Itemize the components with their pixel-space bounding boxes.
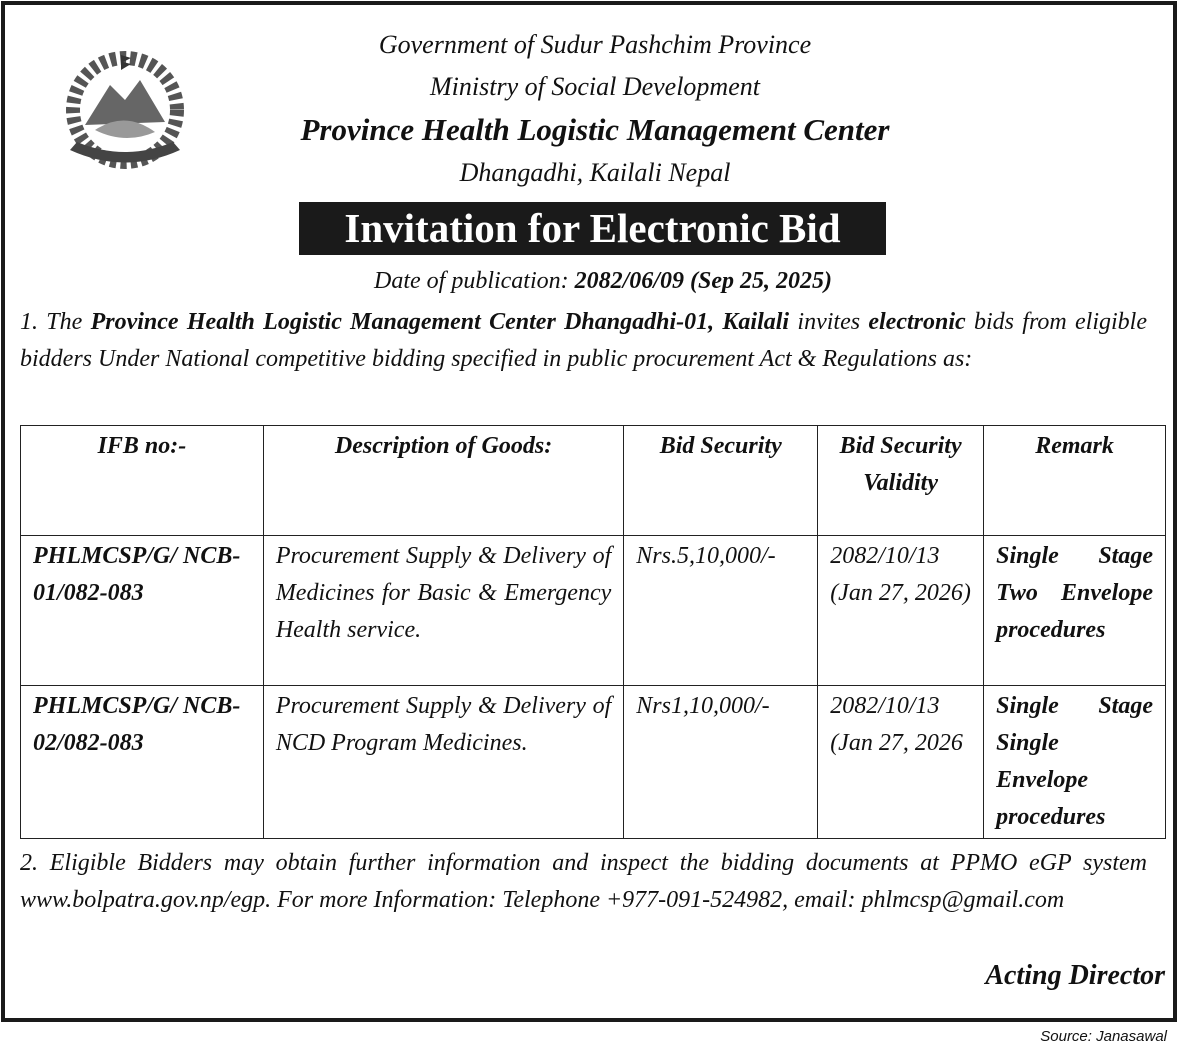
col-bid-security: Bid Security <box>624 426 818 536</box>
p2-text2: . For more Information: Telephone +977-091-524982, email: phlmcsp@gmail.com <box>265 887 1065 913</box>
egp-link[interactable]: www.bolpatra.gov.np/egp <box>20 887 266 913</box>
security-cell: Nrs1,10,000/- <box>624 686 818 839</box>
bid-table <box>20 425 1166 839</box>
col-validity: Bid Security Validity <box>818 426 984 536</box>
table-row <box>21 536 1166 686</box>
publication-label: Date of publication: <box>374 268 575 294</box>
p1-text: invites <box>789 309 869 335</box>
paragraph-2 <box>20 845 1147 919</box>
source-credit: Source: Janasawal <box>1040 1028 1167 1045</box>
header-location: Dhangadhi, Kailali Nepal <box>459 158 731 187</box>
remark-cell: Single Stage Two Envelope procedures <box>984 536 1166 686</box>
table-header-row <box>21 426 1166 536</box>
validity-cell: 2082/10/13 (Jan 27, 2026 <box>818 686 984 839</box>
paragraph-1 <box>20 304 1147 378</box>
signature: Acting Director <box>985 960 1165 991</box>
notice-title: Invitation for Electronic Bid <box>299 202 886 255</box>
nepal-emblem-logo <box>55 50 195 175</box>
col-description: Description of Goods: <box>263 426 623 536</box>
header-organization: Province Health Logistic Management Center <box>300 112 890 147</box>
description-cell: Procurement Supply & Delivery of NCD Program Medicines. <box>263 686 623 839</box>
publication-value: 2082/06/09 (Sep 25, 2025) <box>574 268 832 294</box>
validity-cell: 2082/10/13 (Jan 27, 2026) <box>818 536 984 686</box>
p1-num: 1. The <box>20 309 91 335</box>
p1-bold: electronic <box>868 309 966 335</box>
ifb-cell: PHLMCSP/G/ NCB-01/082-083 <box>21 536 264 686</box>
description-cell: Procurement Supply & Delivery of Medicines for Basic & Emergency Health service. <box>263 536 623 686</box>
header-ministry: Ministry of Social Development <box>430 72 760 101</box>
remark-cell: Single Stage Single Envelope procedures <box>984 686 1166 839</box>
ifb-cell: PHLMCSP/G/ NCB-02/082-083 <box>21 686 264 839</box>
p1-org: Province Health Logistic Management Center Dhangadhi-01, Kailali <box>90 309 790 335</box>
table-row <box>21 686 1166 839</box>
security-cell: Nrs.5,10,000/- <box>624 536 818 686</box>
col-ifb: IFB no:- <box>21 426 264 536</box>
col-remark: Remark <box>984 426 1166 536</box>
p1-text2: bids from eligible bidders Under National competitive bidding specified in public procurement Act & Regulations as: <box>20 309 1148 372</box>
publication-date <box>374 268 832 295</box>
p2-text: 2. Eligible Bidders may obtain further information and inspect the bidding documents at PPMO eGP system <box>20 850 1147 876</box>
header-government: Government of Sudur Pashchim Province <box>378 30 812 59</box>
